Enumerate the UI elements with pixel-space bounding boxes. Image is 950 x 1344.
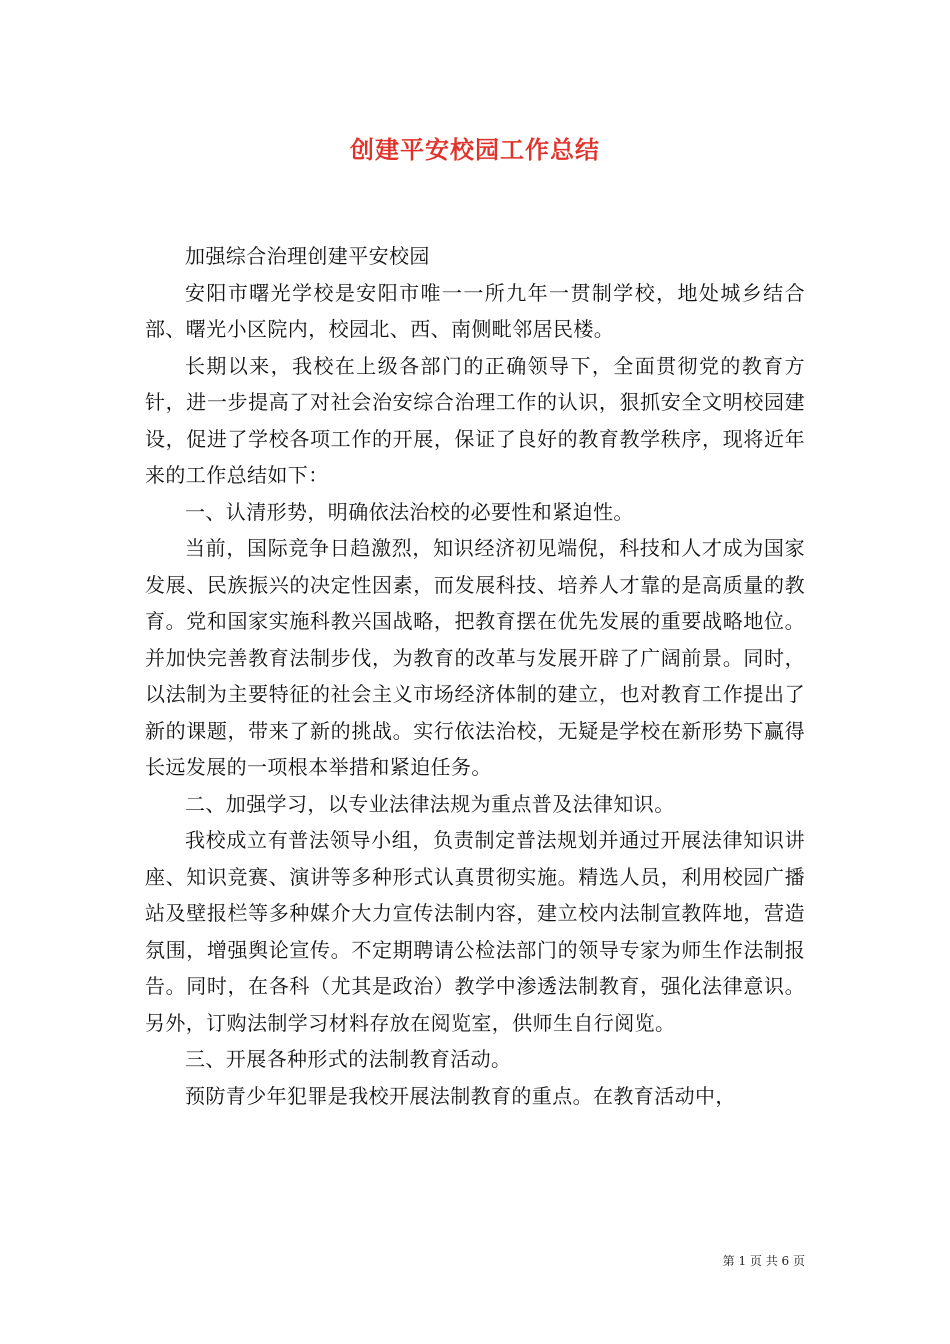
document-body [145, 238, 805, 1114]
body-paragraph: 长期以来，我校在上级各部门的正确领导下，全面贯彻党的教育方针，进一步提高了对社会治安综合治理工作的认识，狠抓安全文明校园建设，促进了学校各项工作的开展，保证了良好的教育教学秩序，现将近年来的工作总结如下： [145, 353, 805, 487]
section-heading: 三、开展各种形式的法制教育活动。 [185, 1047, 512, 1071]
body-paragraph: 预防青少年犯罪是我校开展法制教育的重点。在教育活动中， [185, 1083, 736, 1108]
body-paragraph: 安阳市曙光学校是安阳市唯一一所九年一贯制学校，地处城乡结合部、曙光小区院内，校园北、西、南侧毗邻居民楼。 [145, 280, 805, 341]
section-heading: 二、加强学习，以专业法律法规为重点普及法律知识。 [185, 791, 675, 816]
section-heading: 一、认清形势，明确依法治校的必要性和紧迫性。 [185, 499, 634, 524]
document-title: 创建平安校园工作总结 [350, 135, 600, 164]
body-paragraph: 当前，国际竞争日趋激烈，知识经济初见端倪，科技和人才成为国家发展、民族振兴的决定性因素，而发展科技、培养人才靠的是高质量的教育。党和国家实施科教兴国战略，把教育摆在优先发展的重要战略地位。并加快完善教育法制步伐，为教育的改革与发展开辟了广阔前景。同时，以法制为主要特征的社会主义市场经济体制的建立，也对教育工作提出了新的课题，带来了新的挑战。实行依法治校，无疑是学校在新形势下赢得长远发展的一项根本举措和紧迫任务。 [145, 536, 805, 779]
body-paragraph: 我校成立有普法领导小组，负责制定普法规划并通过开展法律知识讲座、知识竞赛、演讲等多种形式认真贯彻实施。精选人员，利用校园广播站及壁报栏等多种媒介大力宣传法制内容，建立校内法制宣教阵地，营造氛围，增强舆论宣传。不定期聘请公检法部门的领导专家为师生作法制报告。同时，在各科（尤其是政治）教学中渗透法制教育，强化法律意识。另外，订购法制学习材料存放在阅览室，供师生自行阅览。 [145, 828, 805, 1035]
subtitle-paragraph: 加强综合治理创建平安校园 [185, 244, 430, 268]
page-number-footer: 第 1 页 共 6 页 [722, 1254, 805, 1268]
